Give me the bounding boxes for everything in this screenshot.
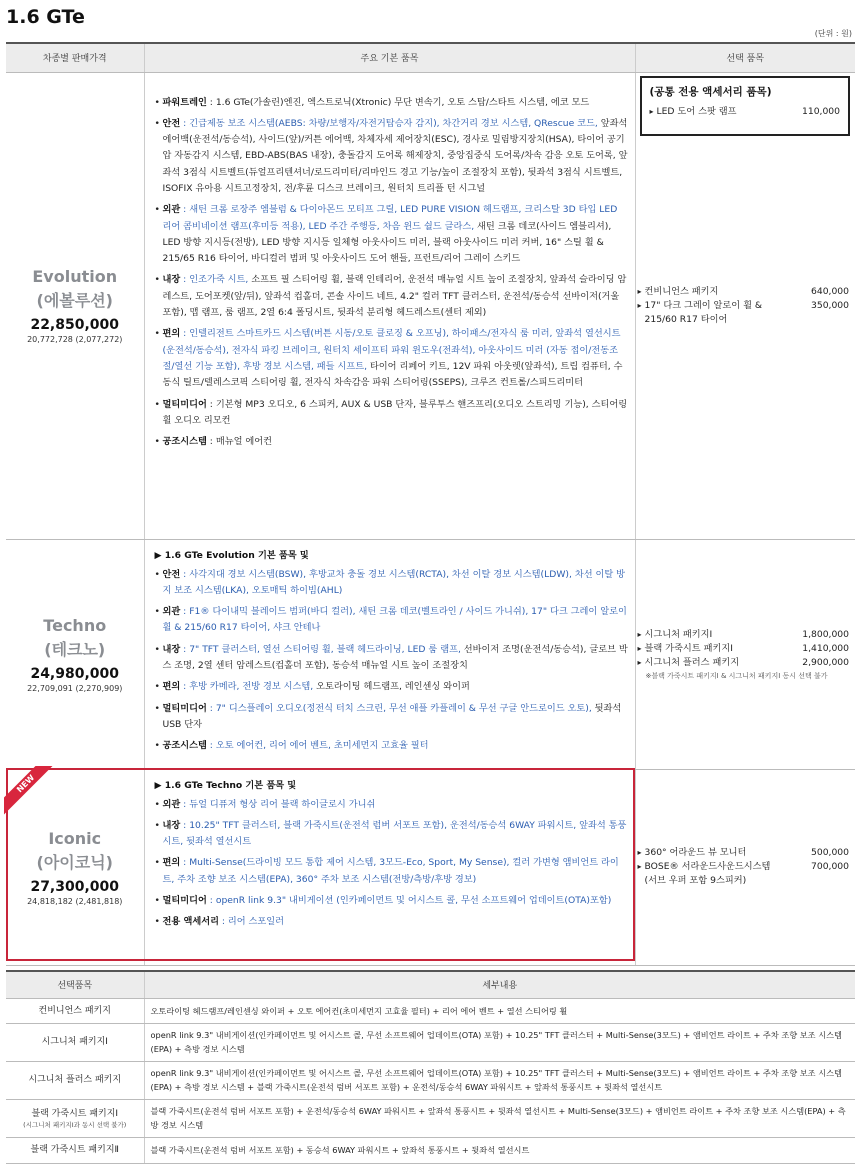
inherit-note: ▶ 1.6 GTe Techno 기본 품목 및 [154,779,297,791]
feature-item: • 공조시스템 : 오토 에어컨, 리어 에어 벤트, 초미세먼지 고효율 필터 [155,738,629,754]
feature-cell [144,539,635,769]
feature-item: • 멀티미디어 : openR link 9.3" 내비게이션 (인카페이먼트 및 어시스트 콜, 무선 소프트웨어 업데이트(OTA)포함) [155,893,629,909]
new-badge: NEW [4,766,60,822]
feature-item: • 파워트레인 : 1.6 GTe(가솔린)엔진, 엑스트로닉(Xtronic) 무단 변속기, 오토 스탑/스타트 시스템, 에코 모드 [155,95,629,111]
trim-price: 22,850,000 [30,317,120,333]
feature-item: • 외관 : 듀얼 디퓨저 형상 리어 블랙 하이글로시 가니쉬 [155,797,629,813]
option-note: ※블랙 가죽시트 패키지Ⅰ & 시그니처 패키지Ⅰ 동시 선택 불가 [645,671,828,680]
option-cell [635,72,855,539]
option-item: ▸ 360° 어라운드 뷰 모니터 500,000 [638,846,850,860]
feature-item: • 전용 액세서리 : 리어 스포일러 [155,914,629,930]
trim-row-techno [6,539,855,769]
feature-item: • 공조시스템 : 매뉴얼 에어컨 [155,434,629,450]
option-item: ▸ 17" 다크 그레이 알로이 휠 & 215/60 R17 타이어 350,000 [638,299,850,327]
header-trim: 차종별 판매가격 [6,43,144,72]
table-row: 블랙 가죽시트 패키지Ⅰ (시그니처 패키지Ⅰ과 동시 선택 불가) 블랙 가죽시트(운전석 럼버 서포트 포함) + 운전석/동승석 6WAY 파워시트 + 앞좌석 통풍시트 + 뒷좌석 열선시트 + Multi-Sense(3모드) + 앰비언트 라이트 + 주차 조향 보조 시스템(EPA) + 측방 경보 시스템 [6,1099,855,1137]
inherit-note: ▶ 1.6 GTe Evolution 기본 품목 및 [154,549,309,561]
trim-price-breakdown: 24,818,182 (2,481,818) [27,896,123,906]
feature-item: • 편의 : 후방 카메라, 전방 경보 시스템, 오토라이팅 헤드램프, 레인센싱 와이퍼 [155,679,629,695]
trim-name-ko: (에볼루션) [36,291,113,310]
header-basic: 주요 기본 품목 [144,43,635,72]
option-cell [635,769,855,965]
feature-item: • 내장 : 인조가죽 시트, 소프트 필 스티어링 휠, 블랙 인테리어, 운전석 매뉴얼 시트 높이 조절장치, 앞좌석 슬라이딩 암레스트, 도어포켓(앞/뒤), 앞좌석 컵홀더, 콘솔 사이드 네트, 4.2" 컬러 TFT 클러스터, 운전석/동승석 선바이저(거울 포함), 맵 램프, 룸 램프, 2열 6:4 폴딩시트, 뒷좌석 분리형 헤드레스트(센터 제외) [155,272,629,321]
table-row: 시그니처 플러스 패키지 openR link 9.3" 내비게이션(인카페이먼트 및 어시스트 콜, 무선 소프트웨어 업데이트(OTA) 포함) + 10.25" TFT 클러스터 + Multi-Sense(3모드) + 앰비언트 라이트 + 주차 조향 보조 시스템(EPA) + 측방 경보 시스템 + 블랙 가죽시트(운전석 럼버 서포트 포함) + 운전석/동승석 6WAY 파워시트 + 앞좌석 통풍시트 + 뒷좌석 열선시트 [6,1061,855,1099]
trim-name-ko: (아이코닉) [36,852,113,872]
option-item: ▸ 컨비니언스 패키지 640,000 [638,285,850,299]
accessory-title: (공통 전용 액세서리 품목) [649,85,772,98]
common-accessory-box [640,76,851,136]
unit-label: (단위 : 원) [814,29,852,38]
option-detail-table [6,970,855,1164]
feature-item: • 외관 : F1® 다이내믹 블레이드 범퍼(바디 컬러), 새틴 크롬 데코(벨트라인 / 사이드 가니쉬), 17" 다크 그레이 알로이 휠 & 215/60 R17 타이어, 샤크 안테나 [155,604,629,637]
trim-name-en: Techno [43,615,107,635]
trim-name-en: Iconic [48,828,102,848]
trim-price-breakdown: 22,709,091 (2,270,909) [27,683,123,693]
table-row: 시그니처 패키지Ⅰ openR link 9.3" 내비게이션(인카페이먼트 및 어시스트 콜, 무선 소프트웨어 업데이트(OTA) 포함) + 10.25" TFT 클러스터 + Multi-Sense(3모드) + 앰비언트 라이트 + 주차 조향 보조 시스템(EPA) + 측방 경보 시스템 [6,1023,855,1061]
trim-row-iconic [6,769,855,965]
option-item: ▸ 시그니처 플러스 패키지 2,900,000 [638,656,850,670]
trim-price: 24,980,000 [30,665,120,682]
option-item: ▸ 시그니처 패키지Ⅰ 1,800,000 [638,628,850,642]
feature-item: • 안전 : 긴급제동 보조 시스템(AEBS: 차량/보행자/자전거탑승자 감지), 차간거리 경보 시스템, QRescue 코드, 앞좌석 에어백(운전석/동승석), 사이드(앞)/커튼 에어백, 차체자세 제어장치(ESC), 경사로 밀림방지장치(HSA), 타이어 공기압 자동감지 시스템, EBD-ABS(BAS 내장), 충돌감지 도어록 해제장치, 중앙집중식 도어록/차속 감응 오토 도어록, 앞좌석 3점식 시트벨트(듀얼프리텐셔너/로드리미터/리마인드 경고 기능/높이 조절장치 포함), 뒷좌석 3점식 시트벨트, ISOFIX 유아용 시트고정장치, 전/후륜 디스크 브레이크, 원터치 트리플 턴 시그널 [155,116,629,197]
trim-name-en: Evolution [32,267,118,286]
option-item: ▸ 블랙 가죽시트 패키지Ⅰ 1,410,000 [638,642,850,656]
trim-row-evolution [6,72,855,539]
trim-price-breakdown: 20,772,728 (2,077,272) [27,335,123,344]
option-item: ▸ BOSE® 서라운드사운드시스템 (서브 우퍼 포함 9스피커) 700,000 [638,860,850,888]
trim-cell [6,539,144,769]
feature-item: • 내장 : 7" TFT 클러스터, 열선 스티어링 휠, 블랙 헤드라이닝, LED 룸 램프, 선바이저 조명(운전석/동승석), 글로브 박스 조명, 2열 센터 암레스트(컵홀더 포함), 동승석 매뉴얼 시트 높이 조절장치 [155,642,629,675]
feature-item: • 편의 : 인텔리전트 스마트카드 시스템(버튼 시동/오토 클로징 & 오프닝), 하이패스/전자식 룸 미러, 앞좌석 열선시트 (운전석/동승석), 전자식 파킹 브레이크, 원터치 세이프티 파워 윈도우(전좌석), 아웃사이드 미러 (자동 접이/전동조절/열선 기능 포함), 후방 경보 시스템, 패들 시프트, 타이어 리페어 키트, 12V 파워 아웃렛(앞좌석), 트립 컴퓨터, 수동식 틸트/텔레스코픽 스티어링 휠, 전자식 차속감응 파워 스티어링(SSEPS), 크루즈 컨트롤/스피드리미터 [155,326,629,391]
trim-name-ko: (테크노) [44,639,106,659]
feature-item: • 편의 : Multi-Sense(드라이빙 모드 통합 제어 시스템, 3모드-Eco, Sport, My Sense), 컬러 가변형 앰비언트 라이트, 주차 조향 보조 시스템(EPA), 360° 주차 보조 시스템(전방/측방/후방 경보) [155,855,629,888]
feature-item: • 내장 : 10.25" TFT 클러스터, 블랙 가죽시트(운전석 럼버 서포트 포함), 운전석/동승석 6WAY 파워시트, 앞좌석 통풍시트, 뒷좌석 열선시트 [155,818,629,851]
table-row: 블랙 가죽시트 패키지Ⅱ 블랙 가죽시트(운전석 럼버 서포트 포함) + 동승석 6WAY 파워시트 + 앞좌석 통풍시트 + 뒷좌석 열선시트 [6,1137,855,1163]
feature-item: • 멀티미디어 : 기본형 MP3 오디오, 6 스피커, AUX & USB 단자, 블루투스 핸즈프리(오디오 스트리밍 기능), 스티어링 휠 오디오 리모컨 [155,397,629,430]
option-cell [635,539,855,769]
table-row: 컨비니언스 패키지 오토라이팅 헤드램프/레인센싱 와이퍼 + 오토 에어컨(초미세먼지 고효율 필터) + 리어 에어 벤트 + 열선 스티어링 휠 [6,998,855,1023]
trim-cell [6,72,144,539]
header-option-item: 선택품목 [6,971,144,998]
trim-price: 27,300,000 [30,878,120,895]
header-option-desc: 세부내용 [144,971,855,998]
price-table [6,42,855,966]
header-option: 선택 품목 [635,43,855,72]
feature-item: • 멀티미디어 : 7" 디스플레이 오디오(정전식 터치 스크린, 무선 애플 카플레이 & 무선 구글 안드로이드 오토), 뒷좌석 USB 단자 [155,701,629,734]
feature-item: • 안전 : 사각지대 경보 시스템(BSW), 후방교차 충돌 경보 시스템(RCTA), 차선 이탈 경보 시스템(LDW), 차선 이탈 방지 보조 시스템(LKA), 오토매틱 하이빔(AHL) [155,567,629,600]
feature-cell [144,72,635,539]
page-title: 1.6 GTe [6,6,85,28]
feature-cell [144,769,635,965]
accessory-item: ▸ LED 도어 스팟 램프 110,000 [650,105,841,119]
feature-item: • 외관 : 새틴 크롬 로장주 엠블럼 & 다이아몬드 모티프 그릴, LED PURE VISION 헤드램프, 크리스탈 3D 타입 LED 리어 콤비네이션 램프(후미등 적용), LED 주간 주행등, 차음 윈드 쉴드 글라스, 새틴 크롬 데코(사이드 엠블리셔), LED 방향 지시등(전방), LED 방향 지시등 일체형 아웃사이드 미러, 블랙 아웃사이드 미러 커버, 16" 스틸 휠 & 215/65 R16 타이어, 바디컬러 범퍼 및 아웃사이드 도어 핸들, 프런트/리어 그레이 스키드 [155,202,629,267]
